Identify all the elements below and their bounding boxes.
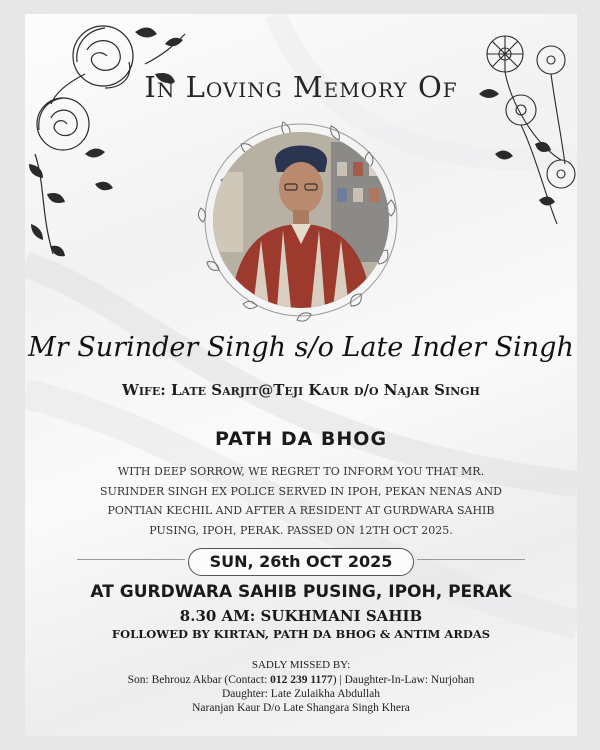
announcement-message: WITH DEEP SORROW, WE REGRET TO INFORM YOU THAT MR. SURINDER SINGH EX POLICE SERVED IN IPOH, PEKAN NENAS AND PONTIAN KECHIL AND AFTER A RESIDENT AT GURDWARA SAHIB PUSING, IPOH, PERAK. PASSED ON 12TH OCT 2025.: [100, 465, 502, 537]
family-son-line: [25, 673, 577, 687]
deceased-name: Mr Surinder Singh s/o Late Inder Singh: [28, 332, 574, 363]
family-list: [25, 673, 577, 715]
page-title: In Loving Memory Of: [144, 70, 458, 104]
flower-flourish-icon: [465, 24, 577, 224]
event-title: PATH DA BHOG: [214, 428, 388, 450]
prayer-time: 8.30 AM: SUKHMANI SAHIB: [179, 607, 423, 625]
rose-flourish-icon: [25, 14, 195, 284]
sadly-missed-title: SADLY MISSED BY:: [251, 659, 351, 671]
son-suffix: ) | Daughter-In-Law: Nurjohan: [332, 674, 475, 686]
family-daughter-line: Daughter: Late Zulaikha Abdullah: [221, 688, 381, 700]
portrait-photo: [213, 132, 389, 308]
portrait-illustration: [213, 132, 389, 308]
divider-right: [417, 559, 525, 560]
wife-line: Wife: Late Sarjit@Teji Kaur d/o Najar Singh: [122, 381, 480, 399]
family-relative-line: Naranjan Kaur D/o Late Shangara Singh Khera: [192, 702, 410, 714]
venue: AT GURDWARA SAHIB PUSING, IPOH, PERAK: [90, 582, 512, 602]
son-prefix: Son: Behrouz Akbar (Contact:: [127, 674, 271, 686]
event-date-badge: SUN, 26th OCT 2025: [188, 548, 414, 576]
divider-left: [77, 559, 185, 560]
portrait-frame: [191, 110, 411, 330]
followed-by: FOLLOWED BY KIRTAN, PATH DA BHOG & ANTIM ARDAS: [111, 627, 491, 641]
memorial-card: [25, 14, 577, 736]
son-contact: 012 239 1177: [270, 674, 333, 686]
